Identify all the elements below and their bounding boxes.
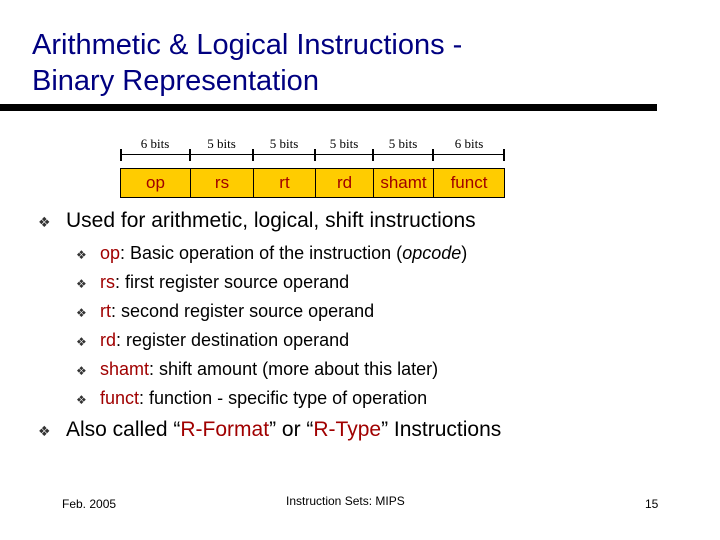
field-key: op [100,243,121,263]
bullet-marker-icon: ❖ [76,306,87,320]
bit-ruler-line [120,154,505,155]
sub-bullet-op [76,243,467,264]
footer-page-number: 15 [645,497,659,511]
title-divider [0,104,657,111]
bit-ruler-tick [252,149,254,161]
bit-ruler-tick [120,149,122,161]
bullet-marker-icon: ❖ [38,424,51,440]
bullet-marker-icon: ❖ [38,215,51,231]
bullet-marker-icon: ❖ [76,335,87,349]
footer-date: Feb. 2005 [62,497,117,511]
bit-ruler-tick [503,149,505,161]
bits-label-rt: 5 bits [269,136,299,151]
slide-title-line-2: Binary Representation [32,65,319,97]
bits-label-rs: 5 bits [207,136,236,151]
sub-bullet-funct [76,388,427,409]
sub-bullet-rs [76,272,349,293]
bullet-used-for [38,209,476,233]
sub-bullet-text: : register destination operand [116,330,350,350]
sub-bullet-text: : shift amount (more about this later) [149,359,439,379]
sub-bullet-italic: opcode [402,243,462,263]
field-shamt: shamt [374,169,434,197]
footer-topic: Instruction Sets: MIPS [286,494,405,508]
bullet-used-for-text: Used for arithmetic, logical, shift instructions [66,209,476,232]
sub-bullet-text: : first register source operand [115,272,350,292]
bullet-marker-icon: ❖ [76,393,87,407]
sub-bullet-text: ) [461,243,468,263]
sub-bullet-shamt [76,359,438,380]
bit-ruler-tick [314,149,316,161]
bits-label-rd: 5 bits [329,136,359,151]
bit-ruler-tick [189,149,191,161]
sub-bullet-rd [76,330,349,351]
sub-bullet-rt [76,301,374,322]
field-key: rs [100,272,115,292]
bits-label-op: 6 bits [140,136,170,151]
r-format-field-row [120,168,505,198]
field-rt: rt [254,169,316,197]
field-key: shamt [100,359,150,379]
field-key: rt [100,301,111,321]
sub-bullet-text: : function - specific type of operation [139,388,428,408]
sub-bullet-text: : Basic operation of the instruction ( [120,243,403,263]
bullet-text: ” Instructions [381,418,502,441]
bit-ruler-tick [372,149,374,161]
field-rs: rs [191,169,254,197]
field-key: rd [100,330,117,350]
field-key: funct [100,388,140,408]
bullet-marker-icon: ❖ [76,364,87,378]
field-op: op [121,169,191,197]
field-funct: funct [450,173,488,192]
bit-ruler-tick [432,149,434,161]
slide-title-line-1: Arithmetic & Logical Instructions - [32,29,463,61]
r-type-term: R-Type [313,418,382,441]
bullet-marker-icon: ❖ [76,277,87,291]
bits-label-shamt: 5 bits [388,136,418,151]
bullet-also-called [38,418,501,442]
r-format-term: R-Format [180,418,270,441]
bullet-marker-icon: ❖ [76,248,87,262]
bits-label-funct: 6 bits [454,136,484,151]
bullet-text: Also called “ [66,418,181,441]
bullet-text: ” or “ [269,418,314,441]
slide-title [32,27,692,99]
field-rd: rd [316,169,374,197]
sub-bullet-text: : second register source operand [111,301,375,321]
